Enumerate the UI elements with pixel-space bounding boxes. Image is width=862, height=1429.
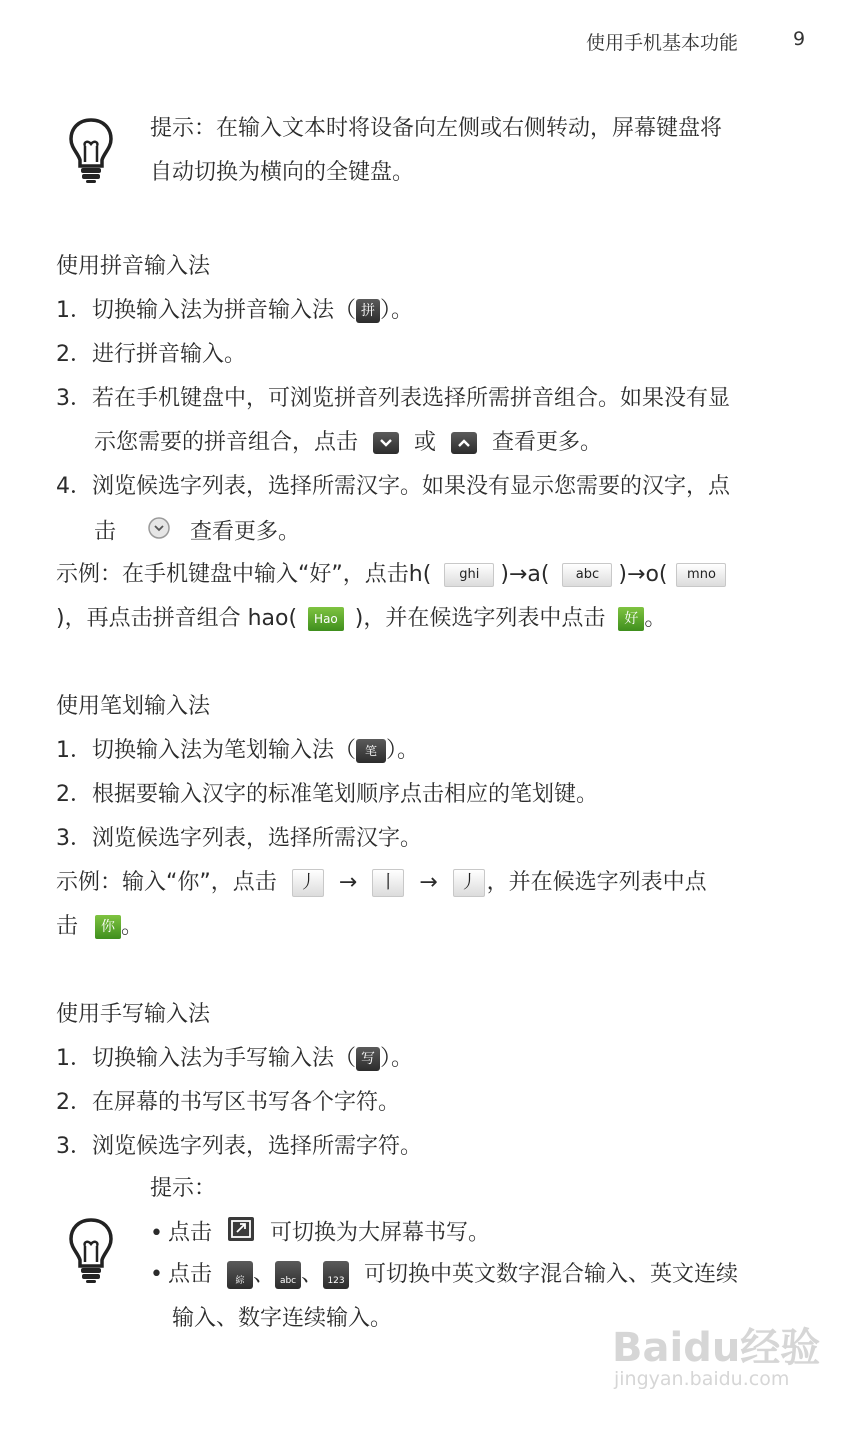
english-input-icon[interactable]: [275, 1261, 301, 1289]
lightbulb-icon: [66, 1216, 116, 1288]
tip2-title: 提示：: [150, 1176, 217, 1201]
stroke-example-post: ，并在候选字列表中点: [486, 870, 707, 895]
mixed-input-label: 綜: [235, 1276, 245, 1286]
example-text: 示例：在手机键盘中输入“好”，点击h(: [56, 562, 432, 587]
pinyin-step-4-line2: [94, 516, 300, 549]
bullet: •: [150, 1220, 163, 1246]
tip1-line2: 自动切换为横向的全键盘。: [150, 160, 415, 185]
pinyin-step-3-line1: 3．若在手机键盘中，可浏览拼音列表选择所需拼音组合。如果没有显: [56, 386, 730, 411]
tip2-b1-post: 可切换为大屏幕书写。: [270, 1220, 491, 1246]
tip2-b2-post: 可切换中英文数字混合输入、英文连续: [364, 1262, 739, 1287]
pinyin-step-1: [56, 296, 413, 326]
pinyin-mode-icon: 拼: [356, 299, 380, 323]
stroke-step-3: 3．浏览候选字列表，选择所需汉字。: [56, 826, 422, 851]
tip2-bullet-1: [150, 1216, 490, 1251]
key-ghi[interactable]: ghi: [444, 563, 494, 587]
separator: 、: [301, 1262, 324, 1287]
arrow-o-text: )→o(: [618, 562, 668, 587]
tip2-bullet-2: [150, 1260, 738, 1290]
pinyin-step-3-end: 查看更多。: [492, 430, 603, 455]
chevron-up-icon[interactable]: [451, 432, 477, 454]
stroke-example-end: 。: [121, 914, 144, 939]
stroke-mode-icon: 笔: [356, 739, 386, 763]
pinyin-step-3-text: 示您需要的拼音组合，点击: [94, 430, 359, 455]
mixed-input-icon[interactable]: [227, 1261, 253, 1289]
key-stroke-pie-2[interactable]: 丿: [453, 869, 485, 897]
stroke-example-text: 示例：输入“你”，点击: [56, 870, 277, 895]
arrow-a-text: )→a(: [500, 562, 550, 587]
stroke-step-1: [56, 736, 419, 766]
separator: 、: [253, 1262, 276, 1287]
stroke-step-2: 2．根据要输入汉字的标准笔划顺序点击相应的笔划键。: [56, 782, 598, 807]
example-line2-mid: )，并在候选字列表中点击: [354, 606, 606, 631]
stroke-step-1-end: ）。: [386, 738, 420, 763]
pinyin-step-4-end: 查看更多。: [190, 519, 301, 545]
expand-circle-icon[interactable]: [147, 516, 171, 549]
hand-step-1: [56, 1044, 413, 1074]
candidate-ni[interactable]: 你: [95, 915, 121, 939]
stroke-example-line2-text: 击: [56, 914, 79, 939]
watermark-url: jingyan.baidu.com: [614, 1368, 790, 1390]
key-mno[interactable]: mno: [676, 563, 726, 587]
pinyin-example-line1: [56, 560, 728, 590]
hand-step-2: 2．在屏幕的书写区书写各个字符。: [56, 1090, 400, 1115]
stroke-example-line1: [56, 868, 707, 898]
stroke-example-line2: [56, 912, 143, 942]
or-text: 或: [414, 430, 437, 455]
pinyin-section-title: 使用拼音输入法: [56, 254, 211, 279]
pinyin-step-4-line1: 4．浏览候选字列表，选择所需汉字。如果没有显示您需要的汉字，点: [56, 474, 730, 499]
page-number: 9: [793, 28, 806, 50]
pinyin-step-4-text: 击: [94, 519, 117, 545]
chevron-down-icon[interactable]: [373, 432, 399, 454]
tip1-line1: 提示：在输入文本时将设备向左侧或右侧转动，屏幕键盘将: [150, 116, 723, 141]
arrow-1: →: [338, 870, 358, 895]
english-input-label: abc: [279, 1276, 297, 1286]
pinyin-step-1-end: ）。: [380, 298, 414, 323]
lightbulb-icon: [66, 116, 116, 188]
stroke-section-title: 使用笔划输入法: [56, 694, 211, 719]
hao-button[interactable]: Hao: [308, 607, 344, 631]
hand-step-1-end: ）。: [380, 1046, 414, 1071]
pinyin-step-3-line2: [94, 428, 602, 458]
candidate-hao[interactable]: 好: [618, 607, 644, 631]
pinyin-step-2: 2．进行拼音输入。: [56, 342, 246, 367]
hand-step-3: 3．浏览候选字列表，选择所需字符。: [56, 1134, 422, 1159]
number-input-icon[interactable]: [323, 1261, 349, 1289]
watermark-brand: Baidu经验: [612, 1325, 821, 1371]
stroke-step-1-text: 1．切换输入法为笔划输入法（: [56, 738, 356, 763]
fullscreen-write-icon[interactable]: [227, 1216, 255, 1251]
running-header: 使用手机基本功能: [586, 32, 739, 54]
key-stroke-pie[interactable]: 丿: [292, 869, 324, 897]
example-line2-text: )，再点击拼音组合 hao(: [56, 606, 298, 631]
number-input-label: 123: [327, 1276, 345, 1286]
tip2-b1-pre: 点击: [168, 1220, 213, 1246]
pinyin-example-line2: [56, 604, 666, 634]
hand-step-1-text: 1．切换输入法为手写输入法（: [56, 1046, 356, 1071]
hand-section-title: 使用手写输入法: [56, 1002, 211, 1027]
hand-mode-icon: 写: [356, 1047, 380, 1071]
pinyin-step-1-text: 1．切换输入法为拼音输入法（: [56, 298, 356, 323]
example-line2-end: 。: [644, 606, 667, 631]
key-stroke-shu[interactable]: 丨: [372, 869, 404, 897]
bullet: •: [150, 1262, 163, 1287]
key-abc[interactable]: abc: [562, 563, 612, 587]
arrow-2: →: [419, 870, 438, 895]
tip2-bullet-2-line2: 输入、数字连续输入。: [172, 1306, 393, 1331]
tip2-b2-pre: 点击: [168, 1262, 213, 1287]
